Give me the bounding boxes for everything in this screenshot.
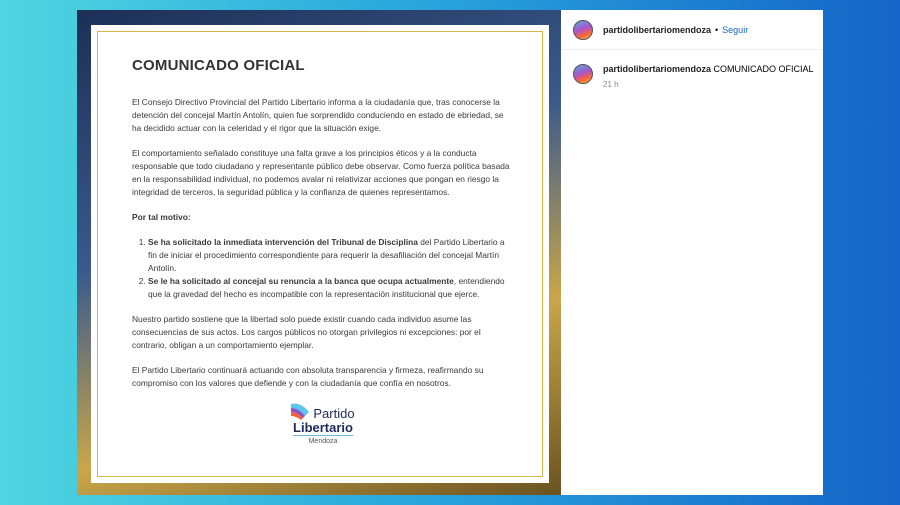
caption-text: COMUNICADO OFICIAL xyxy=(713,64,814,74)
item-text: , entendiendo que la gravedad del hecho es incompatible con la representación institucional que ejerce. xyxy=(148,276,505,299)
list-item xyxy=(148,236,514,275)
paragraph-4: El Partido Libertario continuará actuando con absoluta transparencia y firmeza, reafirmando su compromiso con los valores que defiende y con la ciudadanía que confía en nosotros. xyxy=(132,365,484,388)
item-text: del Partido Libertario a fin de iniciar el procedimiento correspondiente para requerir la desafiliación del concejal Martín Antolín. xyxy=(148,237,505,273)
logo-line-3: Mendoza xyxy=(308,438,338,445)
party-logo xyxy=(132,402,514,445)
statement-title: COMUNICADO OFICIAL xyxy=(132,57,305,74)
flag-icon xyxy=(291,402,311,420)
post-header xyxy=(561,10,823,50)
statement-card xyxy=(91,25,549,483)
avatar[interactable] xyxy=(573,20,593,40)
paragraph-3: Nuestro partido sostiene que la libertad solo puede existir cuando cada individuo asume las consecuencias de sus actos. Los cargos públicos no otorgan privilegios ni excepciones: por el contrario, obligan a un comportamiento ejemplar. xyxy=(132,314,481,350)
avatar[interactable] xyxy=(573,64,593,84)
item-bold: Se le ha solicitado al concejal su renuncia a la banca que ocupa actualmente xyxy=(148,276,454,286)
timestamp[interactable]: 21 h xyxy=(603,80,619,89)
paragraph-2: El comportamiento señalado constituye una falta grave a los principios éticos y a la conducta responsable que todo ciudadano y representante público debe observar. Como fuerza política basada en la responsabilidad individual, no podemos avalar ni relativizar acciones que pongan en riesgo la integridad de terceros, la seguridad pública y la confianza de quienes representamos. xyxy=(132,148,510,197)
measures-list xyxy=(148,236,514,301)
separator: • xyxy=(715,24,719,35)
item-bold: Se ha solicitado la inmediata intervención del Tribunal de Disciplina xyxy=(148,237,418,247)
username-link[interactable]: partidolibertariomendoza xyxy=(603,24,712,35)
logo-line-1: Partido xyxy=(313,406,355,421)
post-sidebar xyxy=(561,10,823,495)
paragraph-1: El Consejo Directivo Provincial del Partido Libertario informa a la ciudadanía que, tras conocerse la detención del concejal Martín Antolín, quien fue sorprendido conduciendo en estado de ebriedad, se ha decidido actuar con la celeridad y el rigor que la situación exige. xyxy=(132,97,504,133)
follow-button[interactable]: Seguir xyxy=(722,24,749,35)
motive-label: Por tal motivo: xyxy=(132,212,191,222)
caption xyxy=(561,50,823,89)
post-image xyxy=(77,10,561,495)
logo-line-2: Libertario xyxy=(293,420,353,435)
caption-username[interactable]: partidolibertariomendoza xyxy=(603,64,712,74)
list-item xyxy=(148,275,514,301)
